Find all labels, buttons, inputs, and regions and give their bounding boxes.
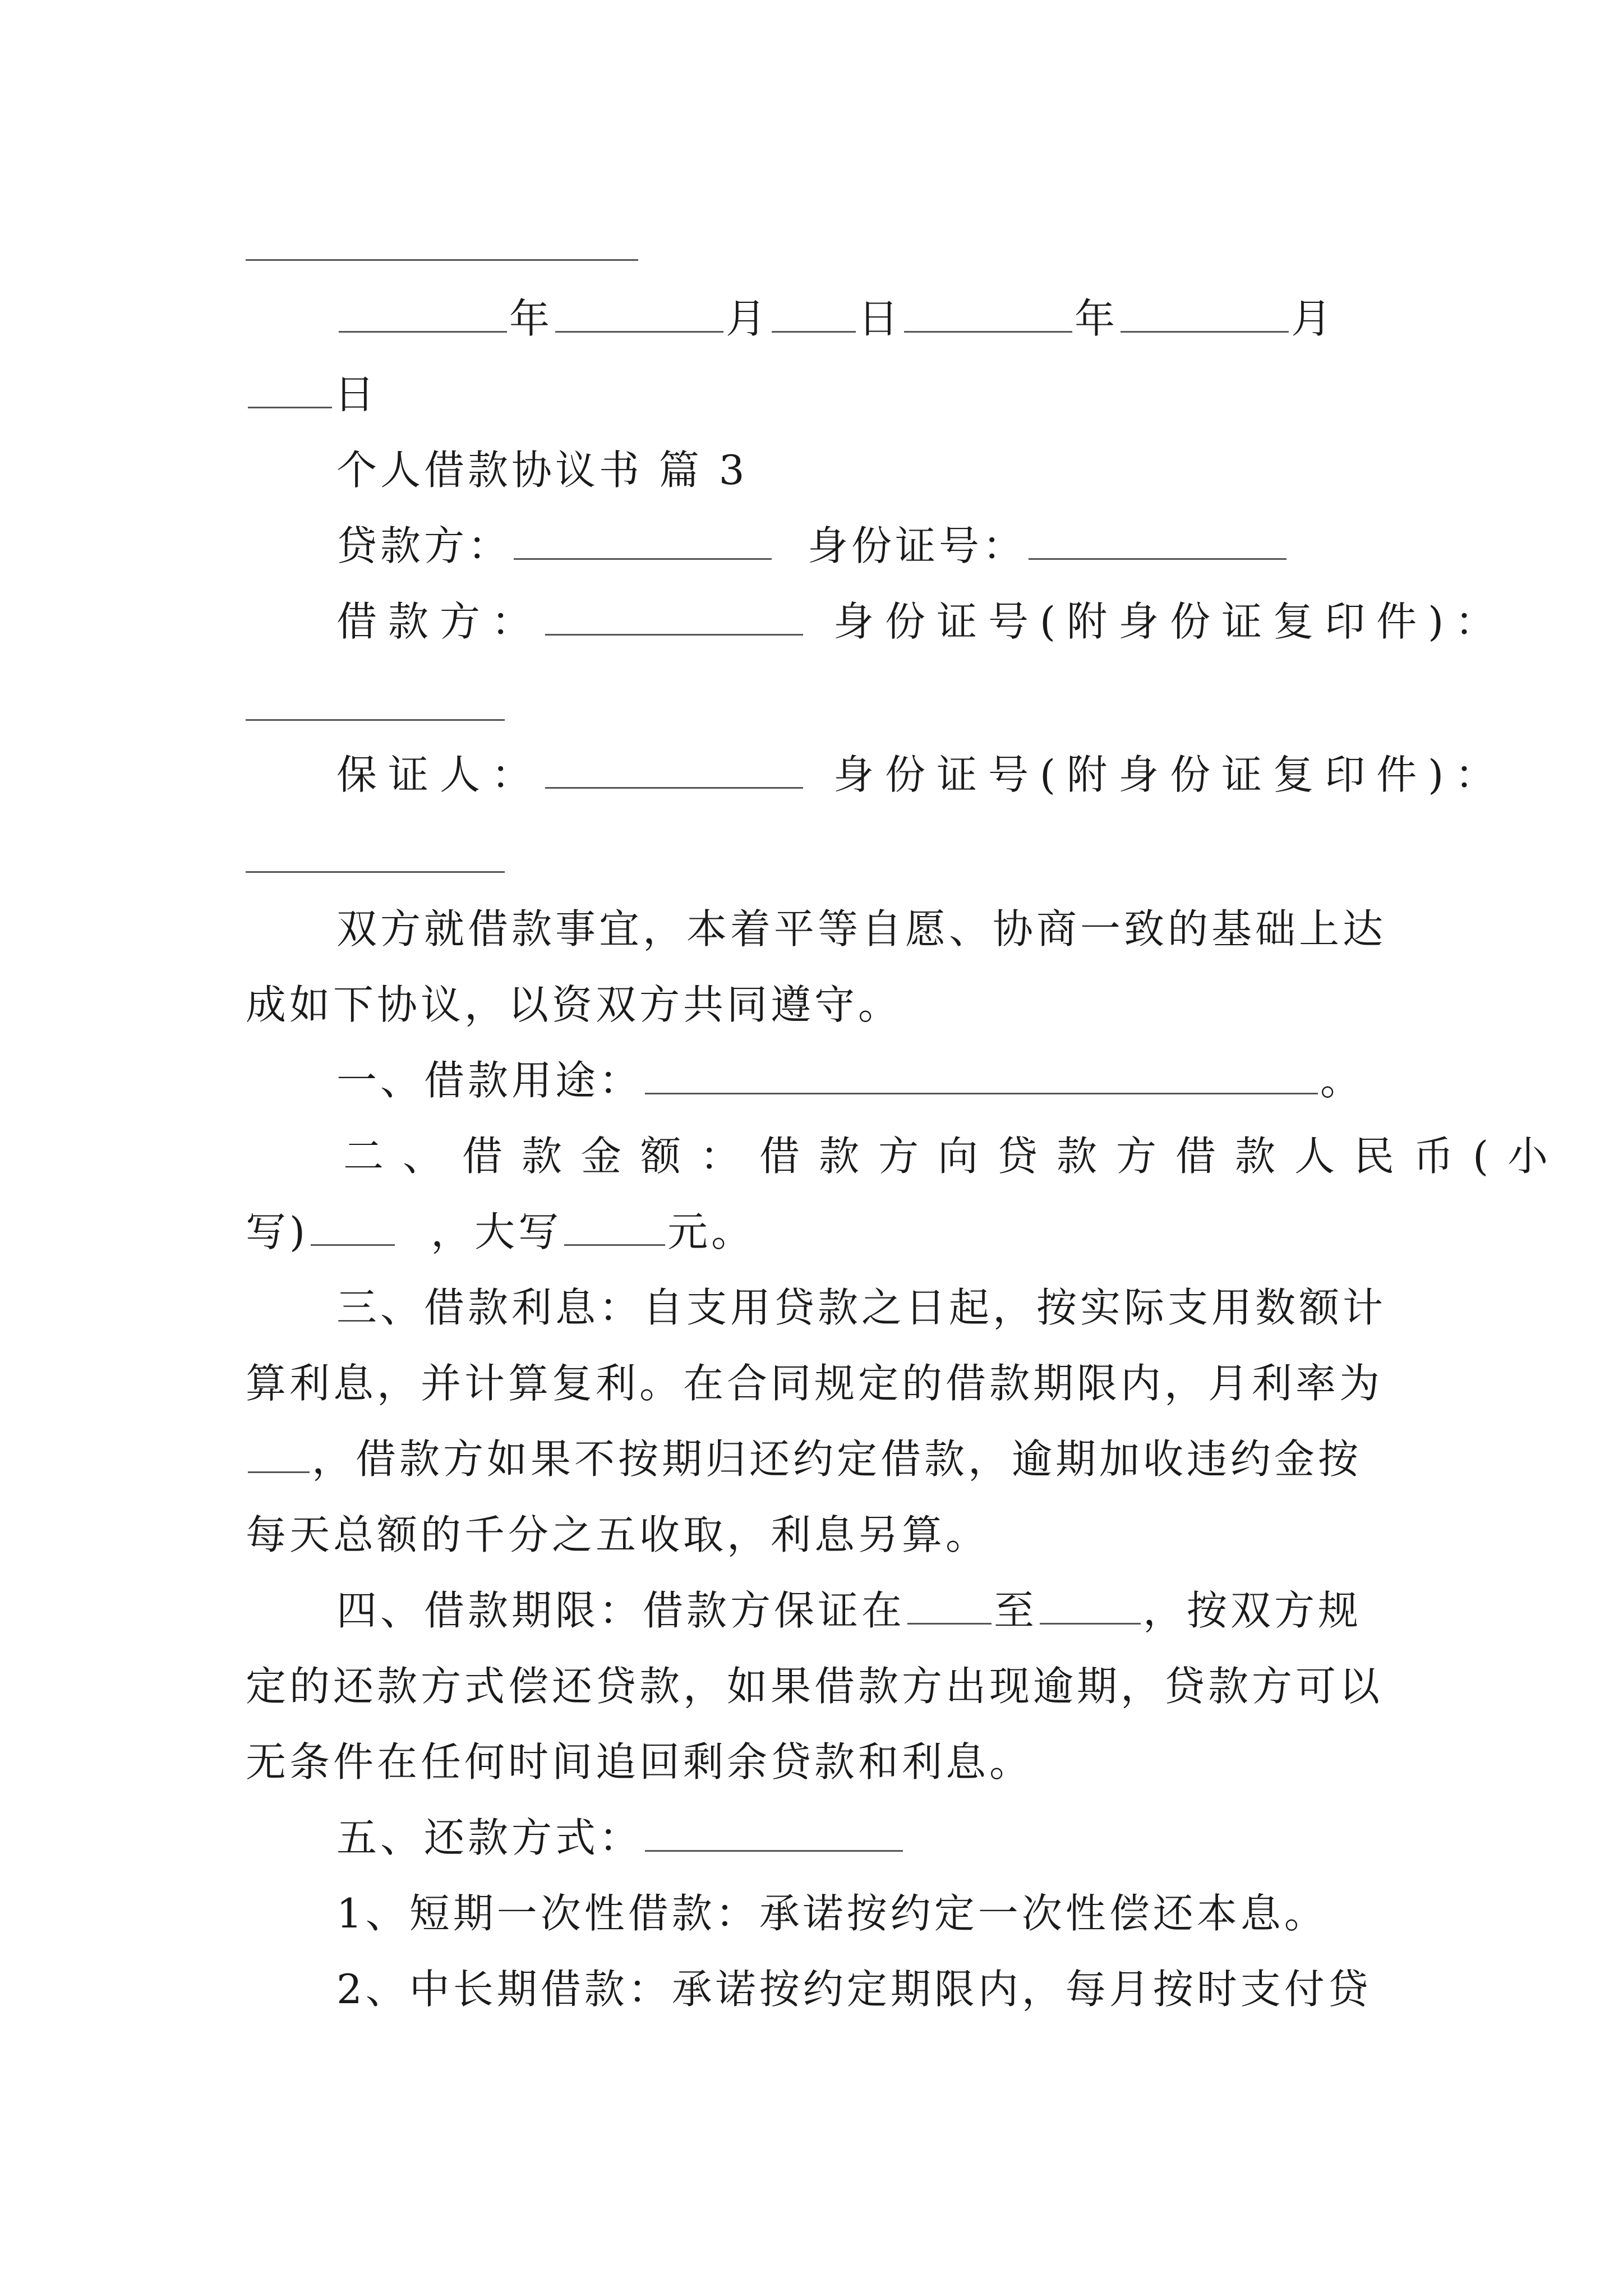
clause-2-line-1: 二、借款金额：借款方向贷款方借款人民币(小 — [343, 1133, 1567, 1180]
borrower-row — [336, 595, 1507, 648]
term-tail: ，按双方规 — [1143, 1587, 1362, 1634]
repayment-blank — [645, 1811, 903, 1852]
day-label-1: 日 — [858, 295, 902, 342]
month-label-1: 月 — [726, 295, 770, 342]
term-end-blank — [1040, 1584, 1141, 1625]
year-label-2: 年 — [1075, 295, 1119, 342]
day-blank-1 — [772, 292, 856, 333]
purpose-end: 。 — [1320, 1057, 1364, 1104]
amount-small-blank — [311, 1205, 395, 1246]
amount-small-label: 写) — [246, 1208, 309, 1255]
clause-1-purpose — [336, 1053, 1469, 1107]
borrower-id-label: 身份证号(附身份证复印件)： — [833, 598, 1507, 645]
clause-2-line-2 — [246, 1205, 1378, 1259]
lender-label: 贷款方： — [336, 522, 512, 569]
repayment-item-1: 1、短期一次性借款：承诺按约定一次性偿还本息。 — [336, 1890, 1328, 1937]
section-heading: 个人借款协议书 篇 3 — [336, 447, 748, 494]
intro-line-2: 成如下协议，以资双方共同遵守。 — [246, 981, 902, 1028]
clause-4-line-1 — [336, 1584, 1469, 1637]
date-line-continued — [246, 367, 1378, 421]
term-to: 至 — [994, 1587, 1038, 1634]
year-blank-2 — [904, 292, 1072, 333]
borrower-label: 借款方： — [336, 598, 543, 645]
month-blank-1 — [555, 292, 723, 333]
purpose-label: 一、借款用途： — [336, 1057, 643, 1104]
clause-3-line-1: 三、借款利息：自支用贷款之日起，按实际支用数额计 — [336, 1284, 1387, 1331]
day-blank-2 — [248, 367, 332, 408]
borrower-id-blank — [246, 719, 505, 721]
day-label-2: 日 — [334, 371, 379, 418]
interest-rate-blank — [248, 1432, 310, 1473]
amount-unit: 元。 — [667, 1208, 755, 1255]
guarantor-label: 保证人： — [336, 751, 543, 798]
intro-line-1: 双方就借款事宜，本着平等自愿、协商一致的基础上达 — [336, 905, 1387, 953]
year-blank-1 — [339, 292, 507, 333]
clause-3-line-4: 每天总额的千分之五收取，利息另算。 — [246, 1511, 990, 1558]
signature-underline — [246, 259, 638, 261]
amount-capital-label: ，大写 — [431, 1208, 562, 1255]
year-label-1: 年 — [509, 295, 554, 342]
clause-3-line-3-text: ，借款方如果不按期归还约定借款，逾期加收违约金按 — [312, 1435, 1362, 1483]
repayment-item-2: 2、中长期借款：承诺按约定期限内，每月按时支付贷 — [336, 1966, 1372, 2013]
month-blank-2 — [1121, 292, 1289, 333]
lender-id-blank — [1029, 519, 1287, 560]
term-start-blank — [907, 1584, 992, 1625]
clause-3-line-3 — [246, 1432, 1378, 1486]
guarantor-row — [336, 748, 1507, 802]
date-line — [336, 292, 1469, 346]
repayment-label: 五、还款方式： — [336, 1814, 643, 1861]
borrower-blank — [545, 595, 803, 636]
lender-id-label: 身份证号： — [808, 522, 1027, 569]
month-label-2: 月 — [1291, 295, 1335, 342]
term-label: 四、借款期限：借款方保证在 — [336, 1587, 906, 1634]
clause-5-repayment — [336, 1811, 1469, 1865]
lender-row — [336, 519, 1469, 573]
guarantor-blank — [545, 748, 803, 789]
purpose-blank — [645, 1053, 1318, 1094]
lender-blank — [514, 519, 772, 560]
guarantor-id-blank — [246, 871, 505, 873]
amount-capital-blank — [564, 1205, 665, 1246]
clause-3-line-2: 算利息，并计算复利。在合同规定的借款期限内，月利率为 — [246, 1360, 1384, 1407]
clause-4-line-3: 无条件在任何时间追回剩余贷款和利息。 — [246, 1738, 1034, 1786]
clause-4-line-2: 定的还款方式偿还贷款，如果借款方出现逾期，贷款方可以 — [246, 1663, 1384, 1710]
guarantor-id-label: 身份证号(附身份证复印件)： — [833, 751, 1507, 798]
